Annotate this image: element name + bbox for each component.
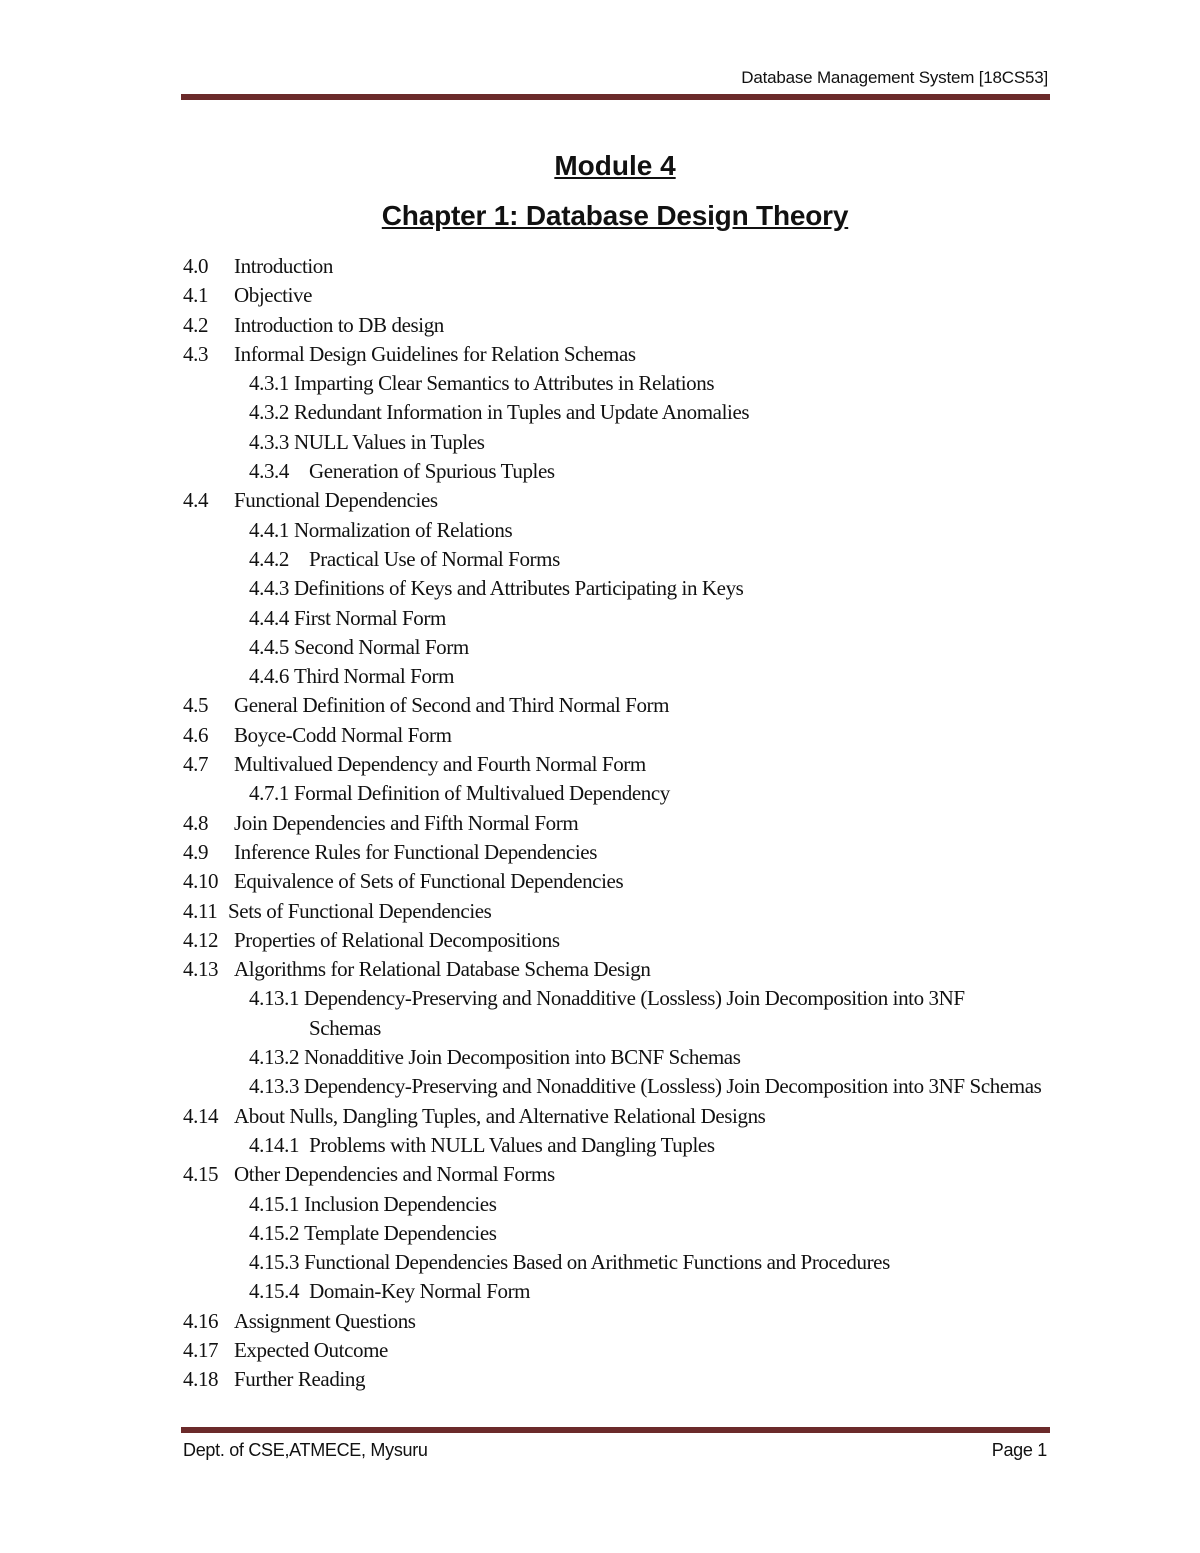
toc-entry-4-4-4 [183,604,1053,633]
toc-number: 4.5 [183,693,209,718]
toc-title: Objective [234,283,313,308]
toc-title: Join Dependencies and Fifth Normal Form [234,810,579,835]
toc-title: Dependency-Preserving and Nonadditive (Lossless) Join Decomposition into 3NF [303,986,965,1011]
toc-title: Practical Use of Normal Forms [309,546,560,571]
toc-title: First Normal Form [294,605,446,630]
toc-number: 4.17 [183,1337,219,1362]
toc-title: Problems with NULL Values and Dangling Tuples [309,1132,715,1157]
toc-entry-4-10 [183,867,1053,896]
toc-entry-4-2 [183,311,1053,340]
toc-entry-4-17 [183,1336,1053,1365]
toc-title: Functional Dependencies [234,488,438,513]
toc-number: 4.4.4 [249,605,290,630]
toc-title: Properties of Relational Decompositions [234,927,560,952]
running-header: Database Management System [18CS53] [741,68,1048,87]
toc-number: 4.11 [183,898,218,923]
toc-title: Normalization of Relations [294,517,513,542]
toc-title: Assignment Questions [234,1308,416,1333]
toc-number: 4.2 [183,312,209,337]
toc-entry-4-4-5 [183,633,1053,662]
toc-title: General Definition of Second and Third Normal Form [234,693,670,718]
table-of-contents [183,252,1053,1395]
toc-number: 4.4.5 [249,634,290,659]
toc-entry-4-13-2 [183,1043,1053,1072]
toc-number: 4.13.2 [249,1045,300,1070]
toc-entry-4-4 [183,486,1053,515]
toc-title: Sets of Functional Dependencies [228,898,492,923]
toc-number: 4.12 [183,927,219,952]
toc-number: 4.13.3 [249,1074,300,1099]
toc-title: Imparting Clear Semantics to Attributes in Relations [294,371,715,396]
toc-number: 4.15 [183,1162,219,1187]
toc-number: 4.3.1 [249,371,290,396]
toc-entry-4-13 [183,955,1053,984]
toc-number: 4.0 [183,254,209,278]
toc-number: 4.6 [183,722,209,747]
toc-entry-4-3 [183,340,1053,369]
toc-title: Introduction to DB design [234,312,444,337]
toc-entry-4-7 [183,750,1053,779]
toc-title: Equivalence of Sets of Functional Dependencies [234,869,624,894]
toc-title: Boyce-Codd Normal Form [234,722,452,747]
toc-entry-4-12 [183,926,1053,955]
toc-number: 4.4.2 [249,546,290,571]
toc-entry-4-8 [183,809,1053,838]
toc-entry-4-4-6 [183,662,1053,691]
toc-entry-4-6 [183,721,1053,750]
toc-entry-4-16 [183,1307,1053,1336]
toc-title: Other Dependencies and Normal Forms [234,1162,555,1187]
toc-number: 4.14.1 [249,1132,300,1157]
toc-entry-4-9 [183,838,1053,867]
toc-title: Multivalued Dependency and Fourth Normal Form [234,752,646,777]
chapter-title: Chapter 1: Database Design Theory [381,200,849,231]
toc-title: Introduction [234,254,334,278]
toc-entry-4-15-3 [183,1248,1053,1277]
footer-rule [181,1427,1050,1433]
toc-title: Domain-Key Normal Form [309,1279,531,1304]
toc-entry-4-15-2 [183,1219,1053,1248]
toc-number: 4.15.4 [249,1279,300,1304]
toc-number: 4.3 [183,341,209,366]
toc-entry-4-4-2 [183,545,1053,574]
toc-title: Informal Design Guidelines for Relation Schemas [234,341,636,366]
toc-number: 4.1 [183,283,209,308]
toc-title: Inclusion Dependencies [304,1191,497,1216]
toc-title: Further Reading [234,1367,366,1392]
toc-title: Inference Rules for Functional Dependencies [234,839,597,864]
toc-entry-4-3-1 [183,369,1053,398]
toc-title: Template Dependencies [304,1220,497,1245]
toc-entry-4-3-2 [183,398,1053,427]
toc-number: 4.14 [183,1103,219,1128]
toc-number: 4.15.3 [249,1250,300,1275]
toc-title: Expected Outcome [234,1337,388,1362]
toc-entry-4-0 [183,252,1053,281]
header-rule [181,94,1050,100]
toc-entry-4-15-1 [183,1190,1053,1219]
toc-number: 4.10 [183,869,219,894]
page-number: Page 1 [991,1440,1047,1460]
toc-number: 4.8 [183,810,209,835]
toc-entry-4-15-4 [183,1277,1053,1306]
toc-entry-4-1 [183,281,1053,310]
toc-number: 4.3.2 [249,400,290,425]
toc-number: 4.4 [183,488,209,513]
toc-number: 4.18 [183,1367,219,1392]
toc-number: 4.15.2 [249,1220,300,1245]
toc-number: 4.4.1 [249,517,290,542]
toc-entry-4-18 [183,1365,1053,1394]
toc-title: Dependency-Preserving and Nonadditive (Lossless) Join Decomposition into 3NF Schemas [303,1074,1042,1099]
toc-number: 4.4.6 [249,664,290,689]
toc-entry-4-4-1 [183,516,1053,545]
toc-title: Redundant Information in Tuples and Update Anomalies [294,400,750,425]
toc-number: 4.15.1 [249,1191,300,1216]
toc-title-continued: Schemas [309,1015,381,1040]
toc-entry-4-13-3 [183,1072,1053,1101]
toc-number: 4.7 [183,752,209,777]
toc-number: 4.9 [183,839,209,864]
toc-entry-4-15 [183,1160,1053,1189]
toc-title: Generation of Spurious Tuples [309,459,555,484]
toc-number: 4.13.1 [249,986,300,1011]
toc-entry-4-14 [183,1102,1053,1131]
toc-number: 4.7.1 [249,781,290,806]
toc-title: Third Normal Form [294,664,455,689]
toc-entry-4-7-1 [183,779,1053,808]
toc-number: 4.3.3 [249,429,290,454]
toc-entry-4-13-1 [183,984,1053,1043]
toc-title: About Nulls, Dangling Tuples, and Alternative Relational Designs [234,1103,766,1128]
toc-title: Definitions of Keys and Attributes Participating in Keys [294,576,744,601]
toc-entry-4-14-1 [183,1131,1053,1160]
toc-number: 4.13 [183,957,219,982]
toc-entry-4-3-4 [183,457,1053,486]
toc-title: Functional Dependencies Based on Arithmetic Functions and Procedures [304,1250,890,1275]
toc-title: NULL Values in Tuples [294,429,485,454]
toc-title: Algorithms for Relational Database Schema Design [234,957,651,982]
footer-department: Dept. of CSE,ATMECE, Mysuru [183,1440,428,1460]
toc-number: 4.3.4 [249,459,290,484]
module-title: Module 4 [554,150,676,181]
toc-entry-4-5 [183,691,1053,720]
toc-entry-4-3-3 [183,428,1053,457]
toc-title: Nonadditive Join Decomposition into BCNF Schemas [304,1045,741,1070]
toc-number: 4.4.3 [249,576,290,601]
toc-title: Second Normal Form [294,634,469,659]
toc-title: Formal Definition of Multivalued Dependency [294,781,670,806]
toc-number: 4.16 [183,1308,219,1333]
toc-entry-4-11 [183,897,1053,926]
toc-entry-4-4-3 [183,574,1053,603]
